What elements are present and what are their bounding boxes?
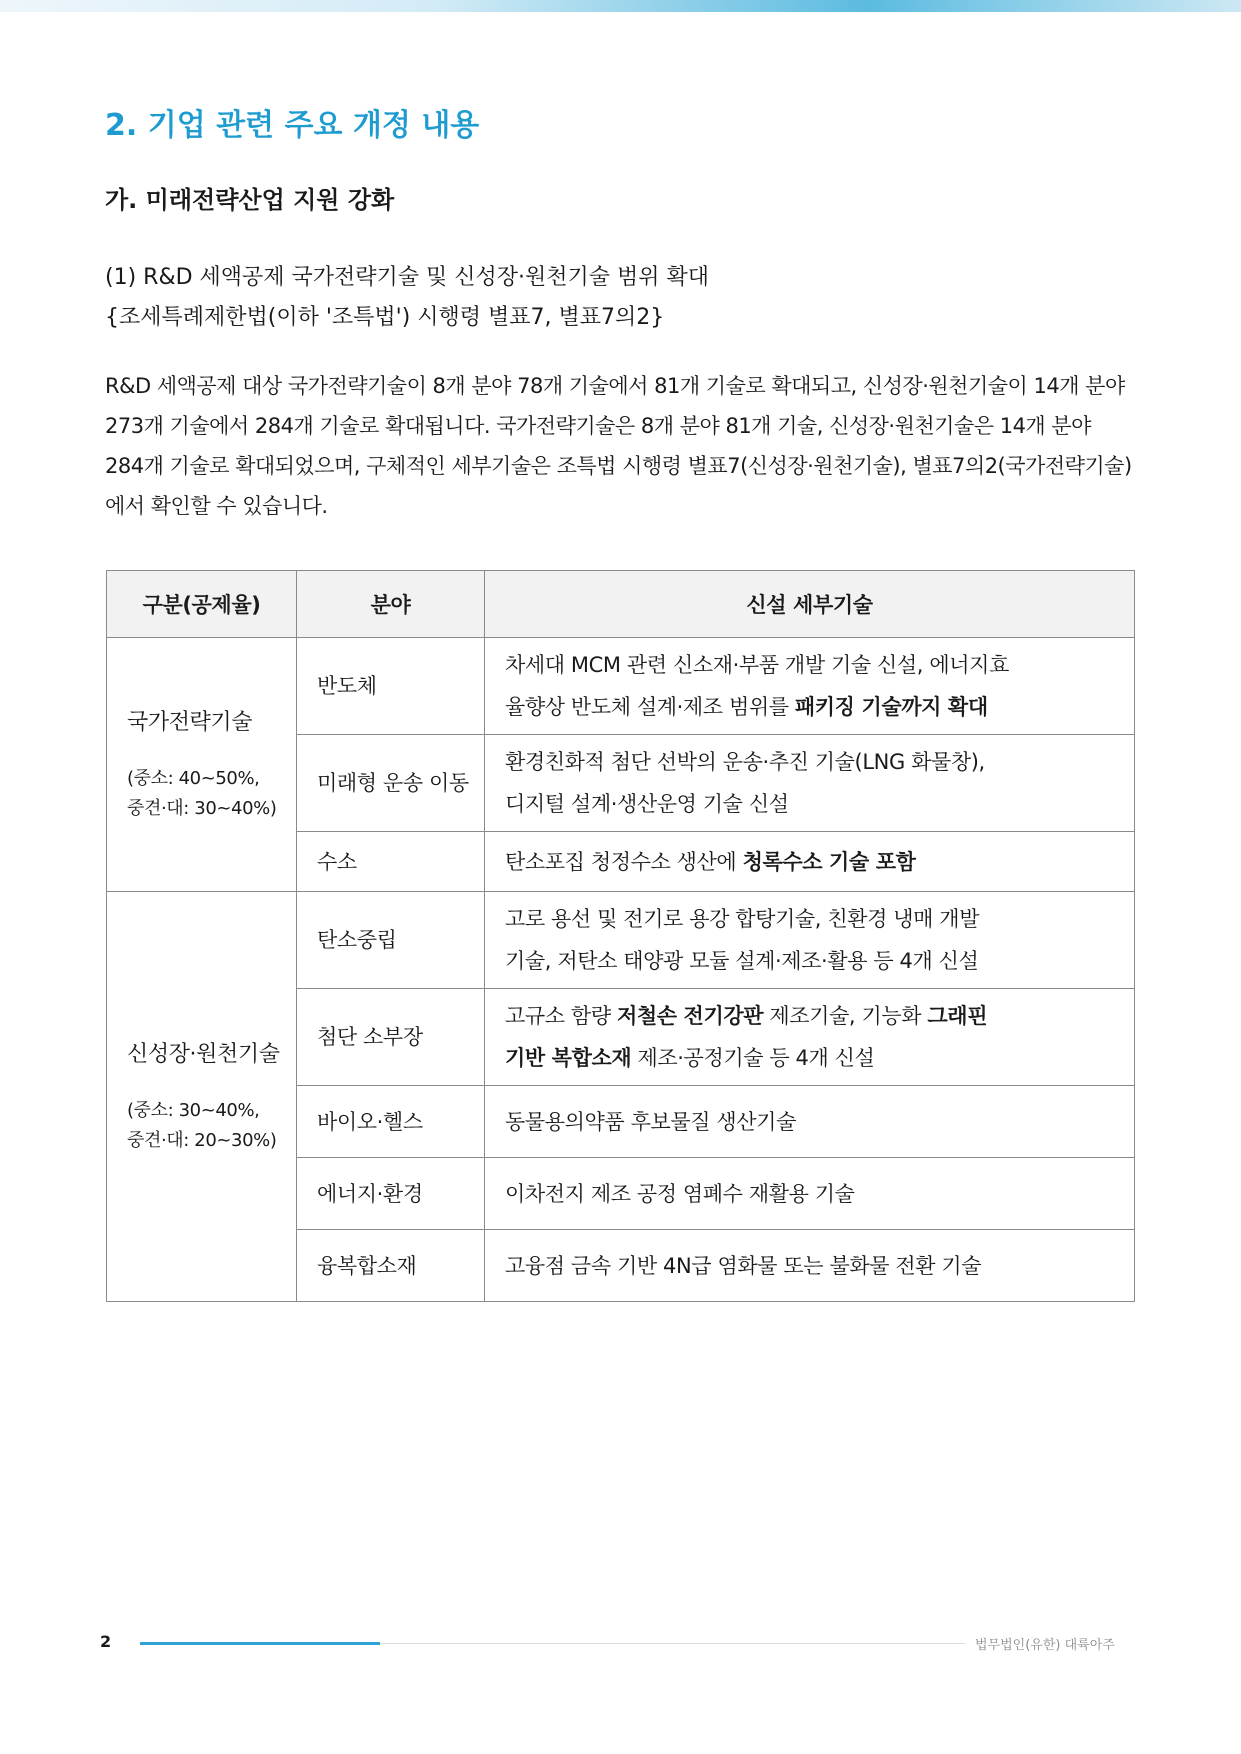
detail-cell bbox=[485, 638, 1135, 735]
detail-line: 차세대 MCM 관련 신소재·부품 개발 기술 신설, 에너지효 bbox=[505, 653, 1009, 677]
detail-cell bbox=[485, 989, 1135, 1086]
detail-highlight: 패키징 기술까지 확대 bbox=[794, 695, 988, 719]
field-cell: 수소 bbox=[297, 832, 485, 892]
detail-line: 환경친화적 첨단 선박의 운송·추진 기술(LNG 화물창), bbox=[505, 750, 985, 774]
detail-line bbox=[505, 686, 1122, 728]
field-cell: 바이오·헬스 bbox=[297, 1086, 485, 1158]
category-cell bbox=[107, 892, 297, 1302]
detail-cell bbox=[485, 832, 1135, 892]
detail-text: 탄소포집 청정수소 생산에 bbox=[505, 849, 743, 874]
detail-highlight: 기반 복합소재 bbox=[505, 1046, 632, 1070]
detail-line: 디지털 설계·생산운영 기술 신설 bbox=[505, 792, 789, 816]
field-cell: 융복합소재 bbox=[297, 1230, 485, 1302]
field-cell: 미래형 운송 이동 bbox=[297, 735, 485, 832]
category-rate-line1: (중소: 30~40%, bbox=[127, 1100, 260, 1121]
technology-table bbox=[106, 570, 1135, 1302]
body-paragraph: R&D 세액공제 대상 국가전략기술이 8개 분야 78개 기술에서 81개 기술로 확대되고, 신성장·원천기술이 14개 분야 273개 기술에서 284개 기술로 확대됩니다. 국가전략기술은 8개 분야 81개 기술, 신성장·원천기술은 14개 분야 284개 기술로 확대되었으며, 구체적인 세부기술은 조특법 시행령 별표7(신성장·원천기술), 별표7의2(국가전략기술)에서 확인할 수 있습니다. bbox=[105, 374, 1132, 518]
detail-line: 고로 용선 및 전기로 용강 합탕기술, 친환경 냉매 개발 bbox=[505, 907, 980, 931]
section-title: 2. 기업 관련 주요 개정 내용 bbox=[105, 108, 480, 143]
detail-line bbox=[505, 995, 1122, 1037]
detail-cell: 고융점 금속 기반 4N급 염화물 또는 불화물 전환 기술 bbox=[485, 1230, 1135, 1302]
top-gradient-bar bbox=[0, 0, 1241, 12]
table-row bbox=[107, 638, 1135, 735]
category-rate-line1: (중소: 40~50%, bbox=[127, 768, 260, 789]
detail-highlight: 그래핀 bbox=[927, 1004, 988, 1028]
detail-cell bbox=[485, 735, 1135, 832]
page-number: 2 bbox=[100, 1632, 112, 1651]
detail-line: 기술, 저탄소 태양광 모듈 설계·제조·활용 등 4개 신설 bbox=[505, 949, 979, 973]
field-cell: 반도체 bbox=[297, 638, 485, 735]
header-detail: 신설 세부기술 bbox=[485, 571, 1135, 638]
detail-cell: 동물용의약품 후보물질 생산기술 bbox=[485, 1086, 1135, 1158]
detail-text: 제조기술, 기능화 bbox=[763, 1004, 928, 1028]
footer-divider bbox=[380, 1643, 965, 1644]
footer-accent-line bbox=[140, 1642, 380, 1645]
detail-line bbox=[505, 1037, 1122, 1079]
detail-text: 제조·공정기술 등 4개 신설 bbox=[631, 1046, 875, 1070]
item-heading-line2: {조세특례제한법(이하 '조특법') 시행령 별표7, 별표7의2} bbox=[105, 305, 665, 330]
field-cell: 첨단 소부장 bbox=[297, 989, 485, 1086]
detail-highlight: 저철손 전기강판 bbox=[616, 1004, 764, 1028]
category-name: 신성장·원천기술 bbox=[127, 1042, 280, 1067]
field-cell: 탄소중립 bbox=[297, 892, 485, 989]
header-category: 구분(공제율) bbox=[107, 571, 297, 638]
detail-cell: 이차전지 제조 공정 염폐수 재활용 기술 bbox=[485, 1158, 1135, 1230]
firm-name: 법무법인(유한) 대륙아주 bbox=[975, 1638, 1115, 1653]
detail-highlight: 청록수소 기술 포함 bbox=[742, 849, 916, 874]
table-header-row bbox=[107, 571, 1135, 638]
field-cell: 에너지·환경 bbox=[297, 1158, 485, 1230]
detail-text: 율향상 반도체 설계·제조 범위를 bbox=[505, 695, 795, 719]
detail-cell bbox=[485, 892, 1135, 989]
subsection-title: 가. 미래전략산업 지원 강화 bbox=[105, 186, 395, 214]
header-field: 분야 bbox=[297, 571, 485, 638]
table-row bbox=[107, 892, 1135, 989]
item-heading-line1: (1) R&D 세액공제 국가전략기술 및 신성장·원천기술 범위 확대 bbox=[105, 265, 710, 290]
item-heading bbox=[105, 258, 709, 338]
category-cell bbox=[107, 638, 297, 892]
category-rate-line2: 중견·대: 20~30%) bbox=[127, 1130, 277, 1151]
category-name: 국가전략기술 bbox=[127, 710, 253, 735]
category-rate-line2: 중견·대: 30~40%) bbox=[127, 798, 277, 819]
detail-text: 고규소 함량 bbox=[505, 1004, 617, 1028]
